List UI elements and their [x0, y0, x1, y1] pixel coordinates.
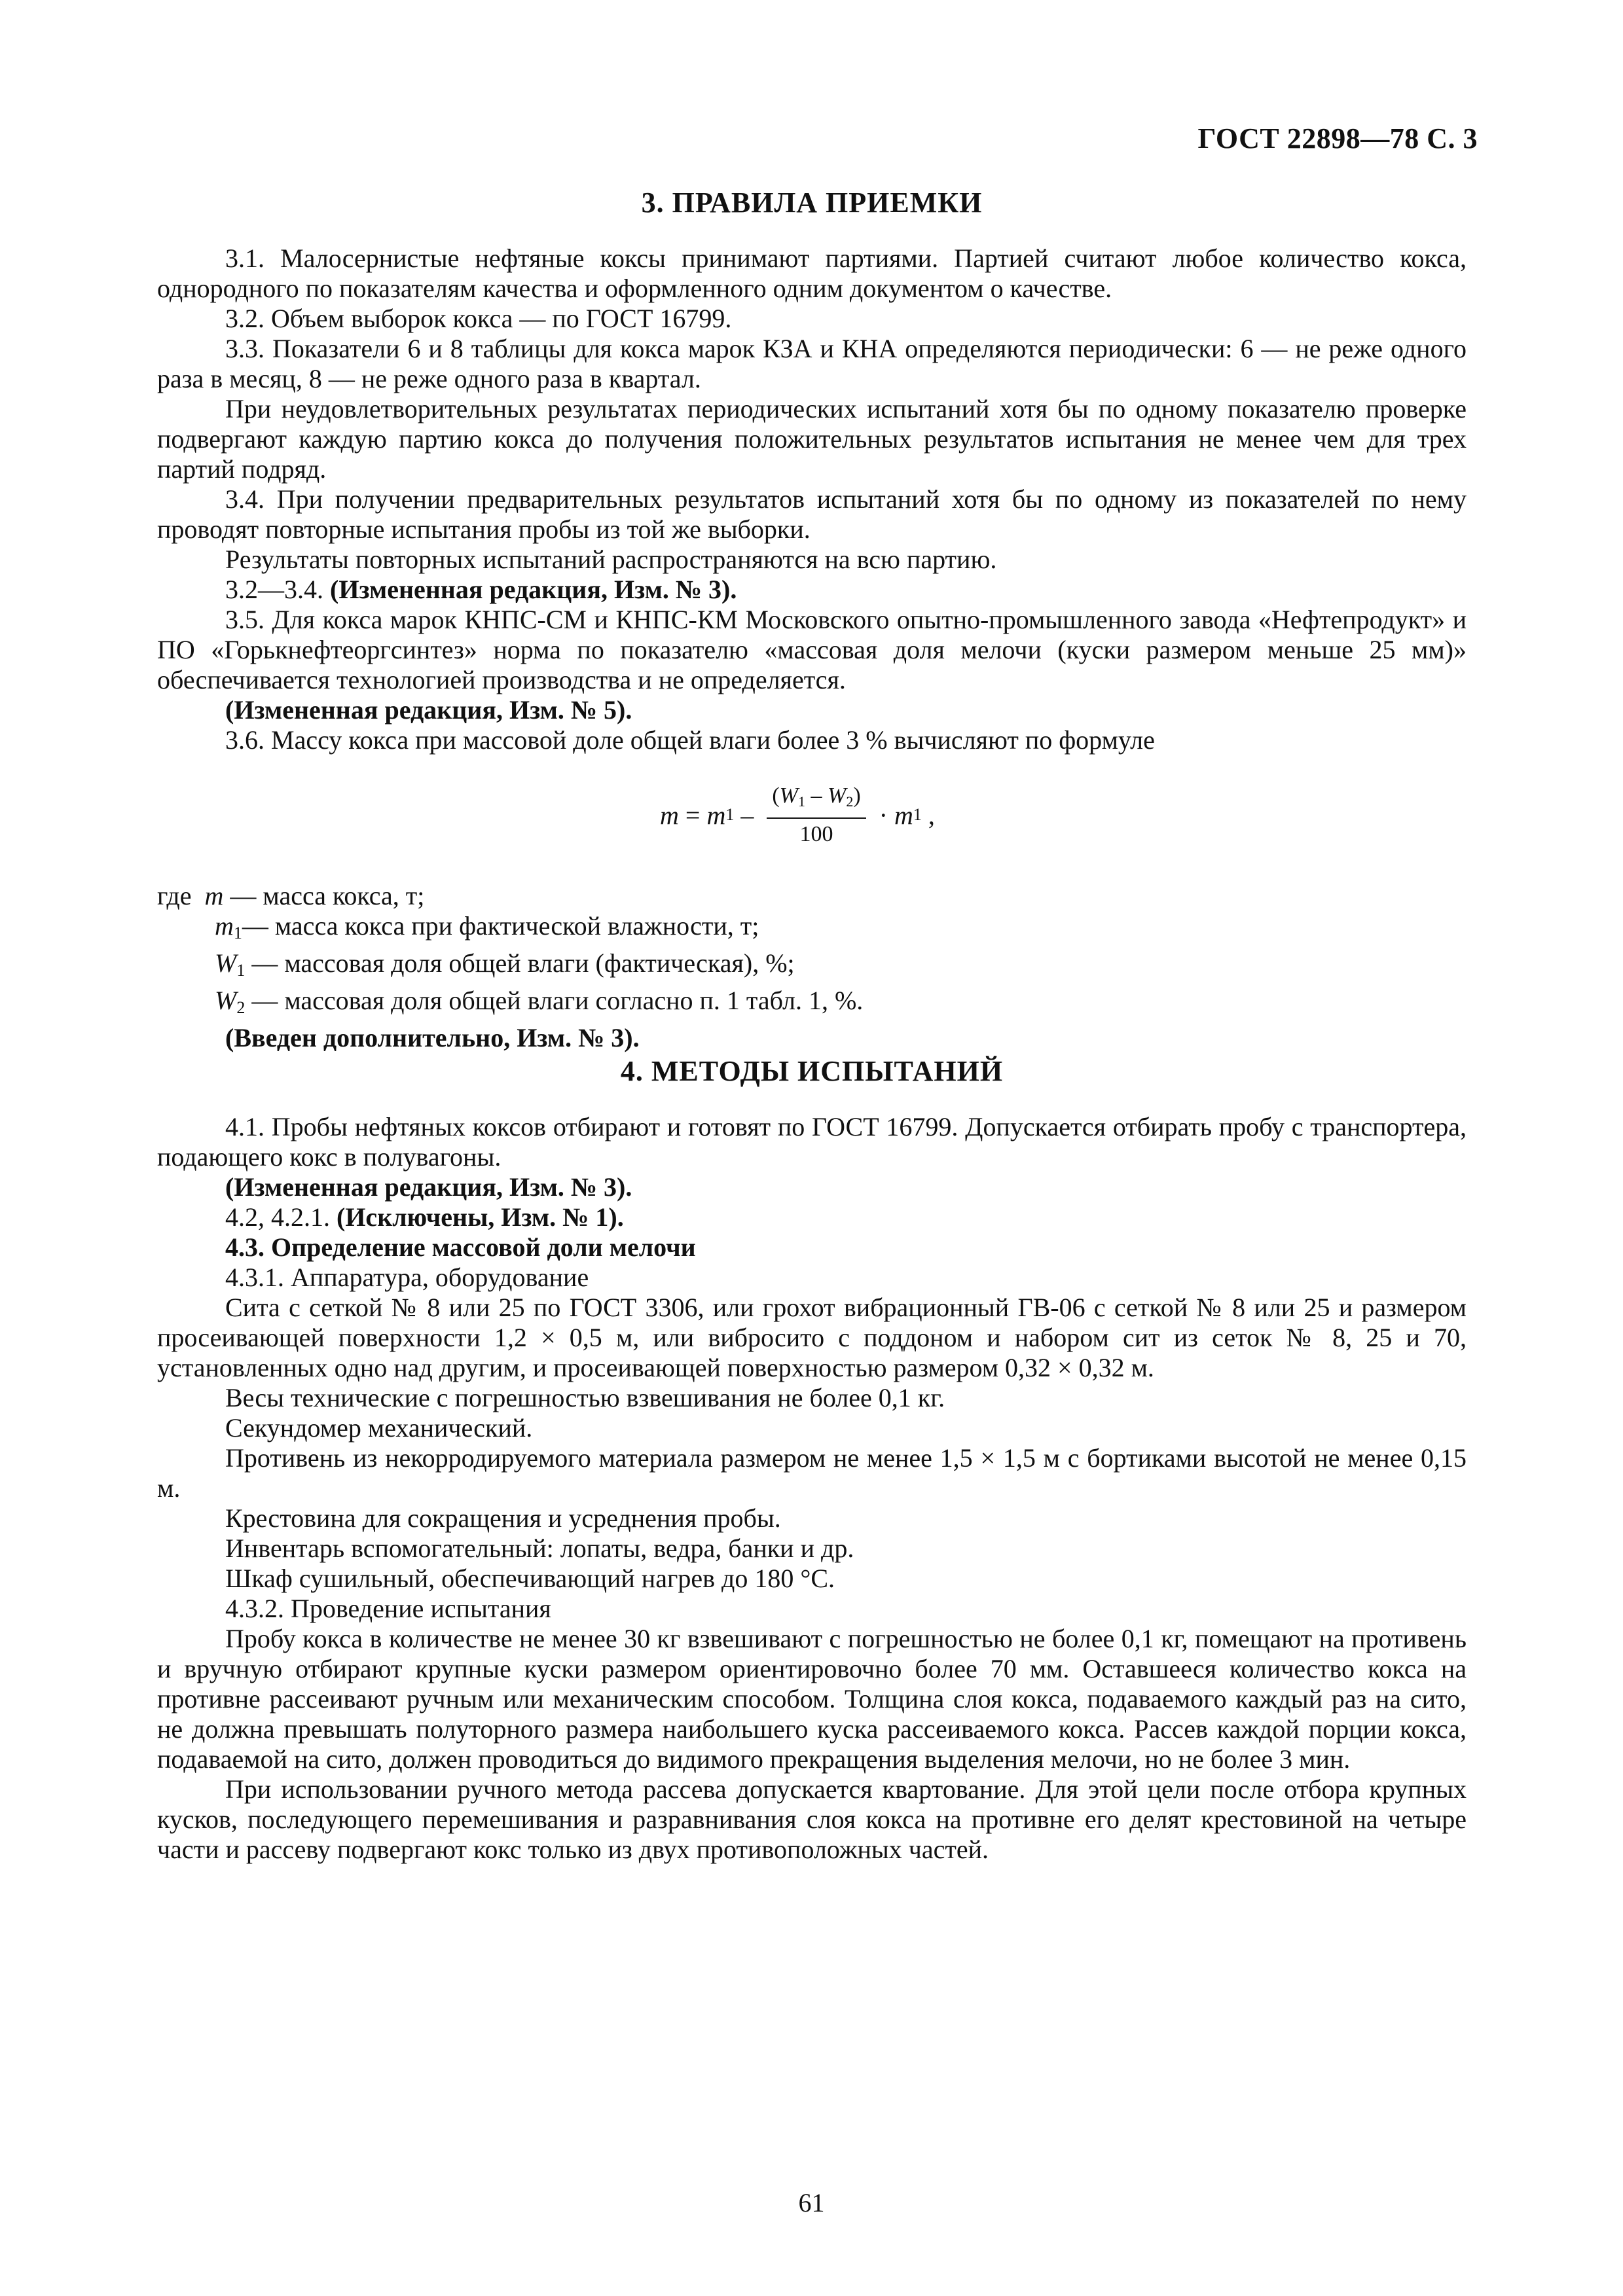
clause-4-3-1-heading: 4.3.1. Аппаратура, оборудование	[225, 1263, 589, 1292]
definition-symbol-letter: W	[215, 948, 237, 978]
clause-4-2-excluded	[157, 1202, 1467, 1232]
page-number: 61	[798, 2188, 825, 2217]
formula-w1-sub: 1	[798, 793, 805, 810]
definition-text: — масса кокса при фактической влажности, т;	[242, 911, 759, 941]
definition-w2	[157, 986, 1467, 1023]
amendment-text: (Измененная редакция, Изм. № 3).	[330, 575, 737, 604]
document-header: ГОСТ 22898—78 С. 3	[1197, 122, 1478, 154]
formula-w1: W	[779, 783, 798, 808]
definition-symbol-letter: W	[215, 986, 237, 1015]
formula-m1-factor: m	[894, 800, 913, 830]
formula-numerator	[767, 783, 866, 819]
clause-3-2: 3.2. Объем выборок кокса — по ГОСТ 16799.	[225, 304, 732, 333]
amendment-clause-range: 3.2—3.4.	[225, 575, 330, 604]
formula-m: m	[660, 800, 679, 830]
excluded-clause-range: 4.2, 4.2.1.	[225, 1202, 337, 1232]
equipment-tools: Инвентарь вспомогательный: лопаты, ведра, банки и др.	[225, 1534, 854, 1563]
amendment-note-3-2-3-4	[157, 575, 1467, 605]
definition-text: — масса кокса, т;	[223, 881, 425, 910]
definition-symbol-sub: 1	[236, 961, 246, 980]
equipment-stopwatch: Секундомер механический.	[225, 1413, 533, 1443]
formula-dot: ·	[872, 800, 894, 830]
definition-symbol-sub: 2	[236, 998, 246, 1017]
formula-m1-sub: 1	[725, 805, 735, 824]
test-procedure: Пробу кокса в количестве не менее 30 кг взвешивают с погрешностью не более 0,1 кг, помещают на противень и вручную отбирают крупные куски размером ориентировочно более 70 мм. Оставшееся количество кокса на противне рассеивают ручным или механическим способом. Толщина слоя кокса, подаваемого каждый раз на сито, не должна превышать полуторного размера наибольшего куска рассеиваемого кокса. Рассев каждой порции кокса, подаваемой на сито, должен проводиться до видимого прекращения выделения мелочи, но не более 3 мин.	[157, 1624, 1467, 1774]
manual-sieving-note: При использовании ручного метода рассева допускается квартование. Для этой цели после отбора крупных кусков, последующего перемешивания и разравнивания слоя кокса на противне его делят крестовиной на четыре части и рассеву подвергают кокс только из двух противоположных частей.	[157, 1774, 1467, 1864]
amendment-note-3-5: (Измененная редакция, Изм. № 5).	[225, 695, 632, 725]
formula-m1-factor-sub: 1	[913, 805, 922, 824]
formula-denominator: 100	[799, 821, 833, 846]
formula-fraction	[767, 783, 866, 848]
formula-w2-sub: 2	[846, 793, 854, 810]
equipment-oven: Шкаф сушильный, обеспечивающий нагрев до 180 °С.	[225, 1564, 835, 1593]
definition-symbol	[215, 911, 242, 941]
clause-4-3-heading: 4.3. Определение массовой доли мелочи	[225, 1232, 696, 1262]
clause-3-3: 3.3. Показатели 6 и 8 таблицы для кокса марок КЗА и КНА определяются периодически: 6 — не реже одного раза в месяц, 8 — не реже одного раза в квартал.	[157, 334, 1467, 393]
definition-m1	[157, 911, 1467, 948]
definition-w1	[157, 948, 1467, 986]
formula-tail: ,	[921, 800, 935, 830]
equipment-tray: Противень из некорродируемого материала размером не менее 1,5 × 1,5 м с бортиками высотой не менее 0,15 м.	[157, 1443, 1467, 1503]
definition-text: — массовая доля общей влаги (фактическая), %;	[245, 948, 795, 978]
clause-3-6: 3.6. Массу кокса при массовой доле общей влаги более 3 % вычисляют по формуле	[225, 725, 1155, 755]
clause-4-1: 4.1. Пробы нефтяных коксов отбирают и готовят по ГОСТ 16799. Допускается отбирать пробу с транспортера, подающего кокс в полувагоны.	[157, 1112, 1467, 1172]
clause-3-1: 3.1. Малосернистые нефтяные коксы принимают партиями. Партией считают любое количество кокса, однородного по показателям качества и оформленного одним документом о качестве.	[157, 243, 1467, 303]
where-label: где	[157, 881, 192, 910]
formula-paren-open: (	[772, 783, 780, 808]
formula-paren-close: )	[853, 783, 861, 808]
section-3-title: 3. ПРАВИЛА ПРИЕМКИ	[641, 187, 983, 219]
formula-minus: –	[734, 800, 761, 830]
excluded-text: (Исключены, Изм. № 1).	[337, 1202, 624, 1232]
clause-3-3-continued: При неудовлетворительных результатах периодических испытаний хотя бы по одному показателю проверке подвергают каждую партию кокса до получения положительных результатов испытания не менее чем для трех партий подряд.	[157, 394, 1467, 484]
clause-3-4-continued: Результаты повторных испытаний распространяются на всю партию.	[225, 545, 997, 574]
formula-m1: m	[706, 800, 726, 830]
formula-w2: W	[828, 783, 847, 808]
equipment-scales: Весы технические с погрешностью взвешивания не более 0,1 кг.	[225, 1383, 945, 1412]
amendment-note-4-1: (Измененная редакция, Изм. № 3).	[225, 1172, 632, 1202]
definition-symbol	[215, 986, 245, 1015]
definition-text: — массовая доля общей влаги согласно п. 1 табл. 1, %.	[245, 986, 864, 1015]
amendment-note-3-6: (Введен дополнительно, Изм. № 3).	[225, 1023, 640, 1052]
definition-symbol	[215, 948, 245, 978]
equipment-sieves: Сита с сеткой № 8 или 25 по ГОСТ 3306, или грохот вибрационный ГВ-06 с сеткой № 8 или 25 и размером просеивающей поверхности 1,2 × 0,5 м, или вибросито с поддоном и набором сит из сеток № 8, 25 и 70, установленных одно над другим, и просеивающей поверхностью размером 0,32 × 0,32 м.	[157, 1293, 1467, 1382]
formula-num-minus: –	[805, 783, 828, 808]
clause-3-4: 3.4. При получении предварительных результатов испытаний хотя бы по одному из показателей по нему проводят повторные испытания пробы из той же выборки.	[157, 484, 1467, 544]
clause-3-5: 3.5. Для кокса марок КНПС-СМ и КНПС-КМ Московского опытно-промышленного завода «Нефтепродукт» и ПО «Горькнефтеоргсинтез» норма по показателю «массовая доля мелочи (куски размером меньше 25 мм)» обеспечивается технологией производства и не определяется.	[157, 605, 1467, 694]
mass-formula	[157, 766, 1467, 864]
clause-4-3-2-heading: 4.3.2. Проведение испытания	[225, 1594, 551, 1623]
section-4-title: 4. МЕТОДЫ ИСПЫТАНИЙ	[620, 1055, 1004, 1087]
definition-symbol-sub: 1	[233, 924, 242, 942]
equipment-crosspiece: Крестовина для сокращения и усреднения пробы.	[225, 1503, 781, 1533]
definition-symbol-letter: m	[215, 911, 234, 941]
definition-symbol: m	[204, 881, 224, 910]
definition-m	[157, 881, 1467, 911]
document-body	[157, 185, 1467, 1865]
formula-equals: =	[678, 800, 707, 830]
